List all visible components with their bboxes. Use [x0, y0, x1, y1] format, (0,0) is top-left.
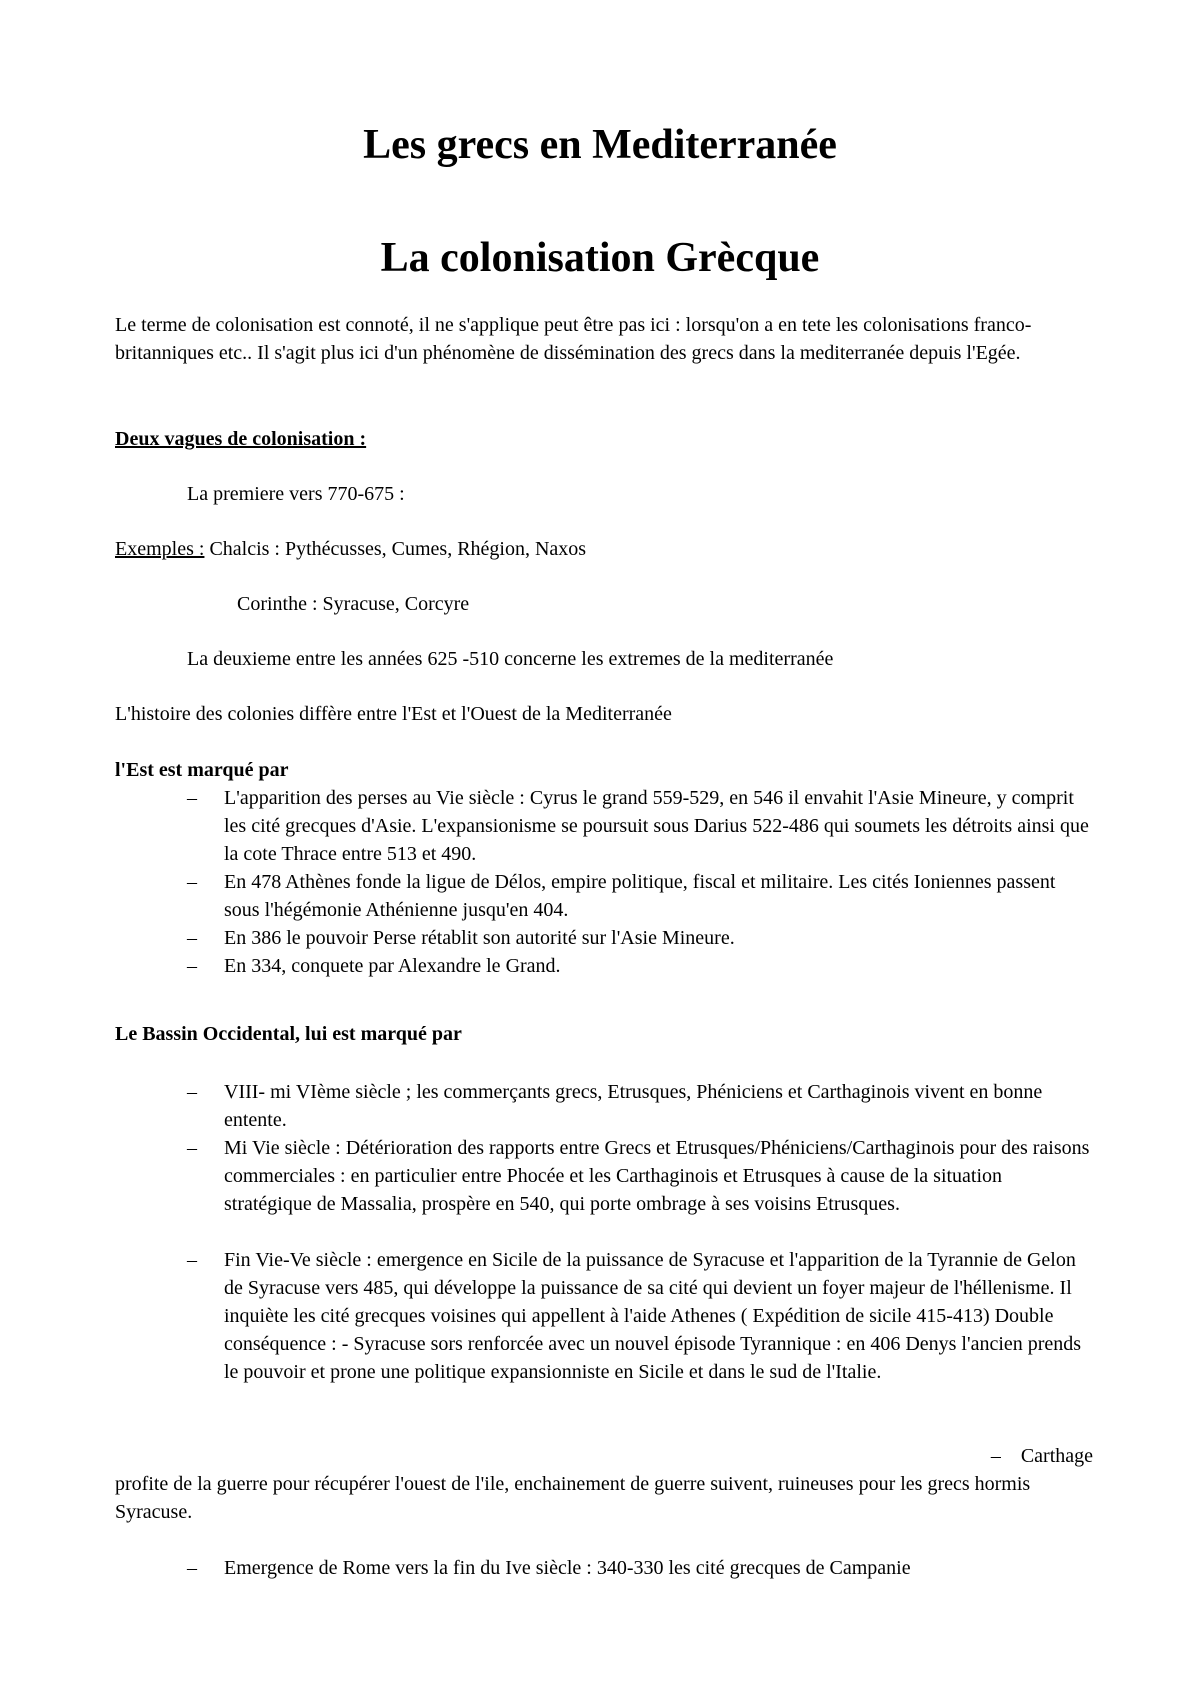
list-dash: – — [187, 1081, 197, 1103]
examples-line — [115, 535, 1095, 563]
east-item-3: En 386 le pouvoir Perse rétablit son autorité sur l'Asie Mineure. — [224, 927, 735, 949]
list-dash: – — [187, 955, 197, 977]
east-item-2: En 478 Athènes fonde la ligue de Délos, empire politique, fiscal et militaire. Les cités Ioniennes passent sous l'hégémonie Athénienne jusqu'en 404. — [224, 871, 1056, 921]
page-subtitle: La colonisation Grècque — [380, 235, 820, 281]
west-item-3: Fin Vie-Ve siècle : emergence en Sicile de la puissance de Syracuse et l'apparition de la Tyrannie de Gelon de Syracuse vers 485, qui développe la puissance de sa cité qui devient un foyer majeur de l'héllenisme. Il inquiète les cité grecques voisines qui appellent à l'aide Athenes ( Expédition de sicile 415-413) Double conséquence : - Syracuse sors renforcée avec un nouvel épisode Tyrannique : en 406 Denys l'ancien prends le pouvoir et prone une politique expansionniste en Sicile et dans le sud de l'Italie. — [224, 1249, 1082, 1383]
page-title: Les grecs en Mediterranée — [363, 122, 837, 168]
list-dash: – — [187, 1557, 197, 1579]
second-wave-line: La deuxieme entre les années 625 -510 concerne les extremes de la mediterranée — [187, 648, 834, 670]
history-line: L'histoire des colonies diffère entre l'Est et l'Ouest de la Mediterranée — [115, 703, 672, 725]
west-heading: Le Bassin Occidental, lui est marqué par — [115, 1023, 462, 1045]
list-dash: – — [187, 1249, 197, 1271]
west-item-1: VIII- mi VIème siècle ; les commerçants grecs, Etrusques, Phéniciens et Carthaginois vivent en bonne entente. — [224, 1081, 1043, 1131]
east-item-1: L'apparition des perses au Vie siècle : Cyrus le grand 559-529, en 546 il envahit l'Asie Mineure, y comprit les cité grecques d'Asie. L'expansionisme se poursuit sous Darius 522-486 qui soumets les détroits ainsi que la cote Thrace entre 513 et 490. — [224, 787, 1089, 865]
first-wave-line: La premiere vers 770-675 : — [187, 483, 405, 505]
list-dash: – — [187, 871, 197, 893]
carthage-line — [0, 1442, 1093, 1470]
examples-corinthe: Corinthe : Syracuse, Corcyre — [237, 593, 470, 615]
list-dash: – — [187, 927, 197, 949]
carthage-paragraph: profite de la guerre pour récupérer l'ouest de l'ile, enchainement de guerre suivent, ruineuses pour les grecs hormis Syracuse. — [115, 1473, 1031, 1523]
examples-chalcis: Chalcis : Pythécusses, Cumes, Rhégion, Naxos — [204, 538, 587, 560]
section-heading-waves: Deux vagues de colonisation : — [115, 428, 367, 450]
west-item-2: Mi Vie siècle : Détérioration des rapports entre Grecs et Etrusques/Phéniciens/Carthaginois pour des raisons commerciales : en particulier entre Phocée et les Carthaginois et Etrusques à cause de la situation stratégique de Massalia, prospère en 540, qui porte ombrage à ses voisins Etrusques. — [224, 1137, 1090, 1215]
list-dash: – — [187, 787, 197, 809]
examples-label: Exemples : — [115, 538, 205, 560]
intro-paragraph: Le terme de colonisation est connoté, il ne s'applique peut être pas ici : lorsqu'on a en tete les colonisations franco-britanniques etc.. Il s'agit plus ici d'un phénomène de dissémination des grecs dans la mediterranée depuis l'Egée. — [115, 314, 1032, 364]
east-heading: l'Est est marqué par — [115, 759, 289, 781]
carthage-head: Carthage — [1020, 1445, 1093, 1467]
list-dash: – — [990, 1445, 1001, 1467]
list-dash: – — [187, 1137, 197, 1159]
east-item-4: En 334, conquete par Alexandre le Grand. — [224, 955, 561, 977]
rome-item: Emergence de Rome vers la fin du Ive siècle : 340-330 les cité grecques de Campanie — [224, 1557, 911, 1579]
